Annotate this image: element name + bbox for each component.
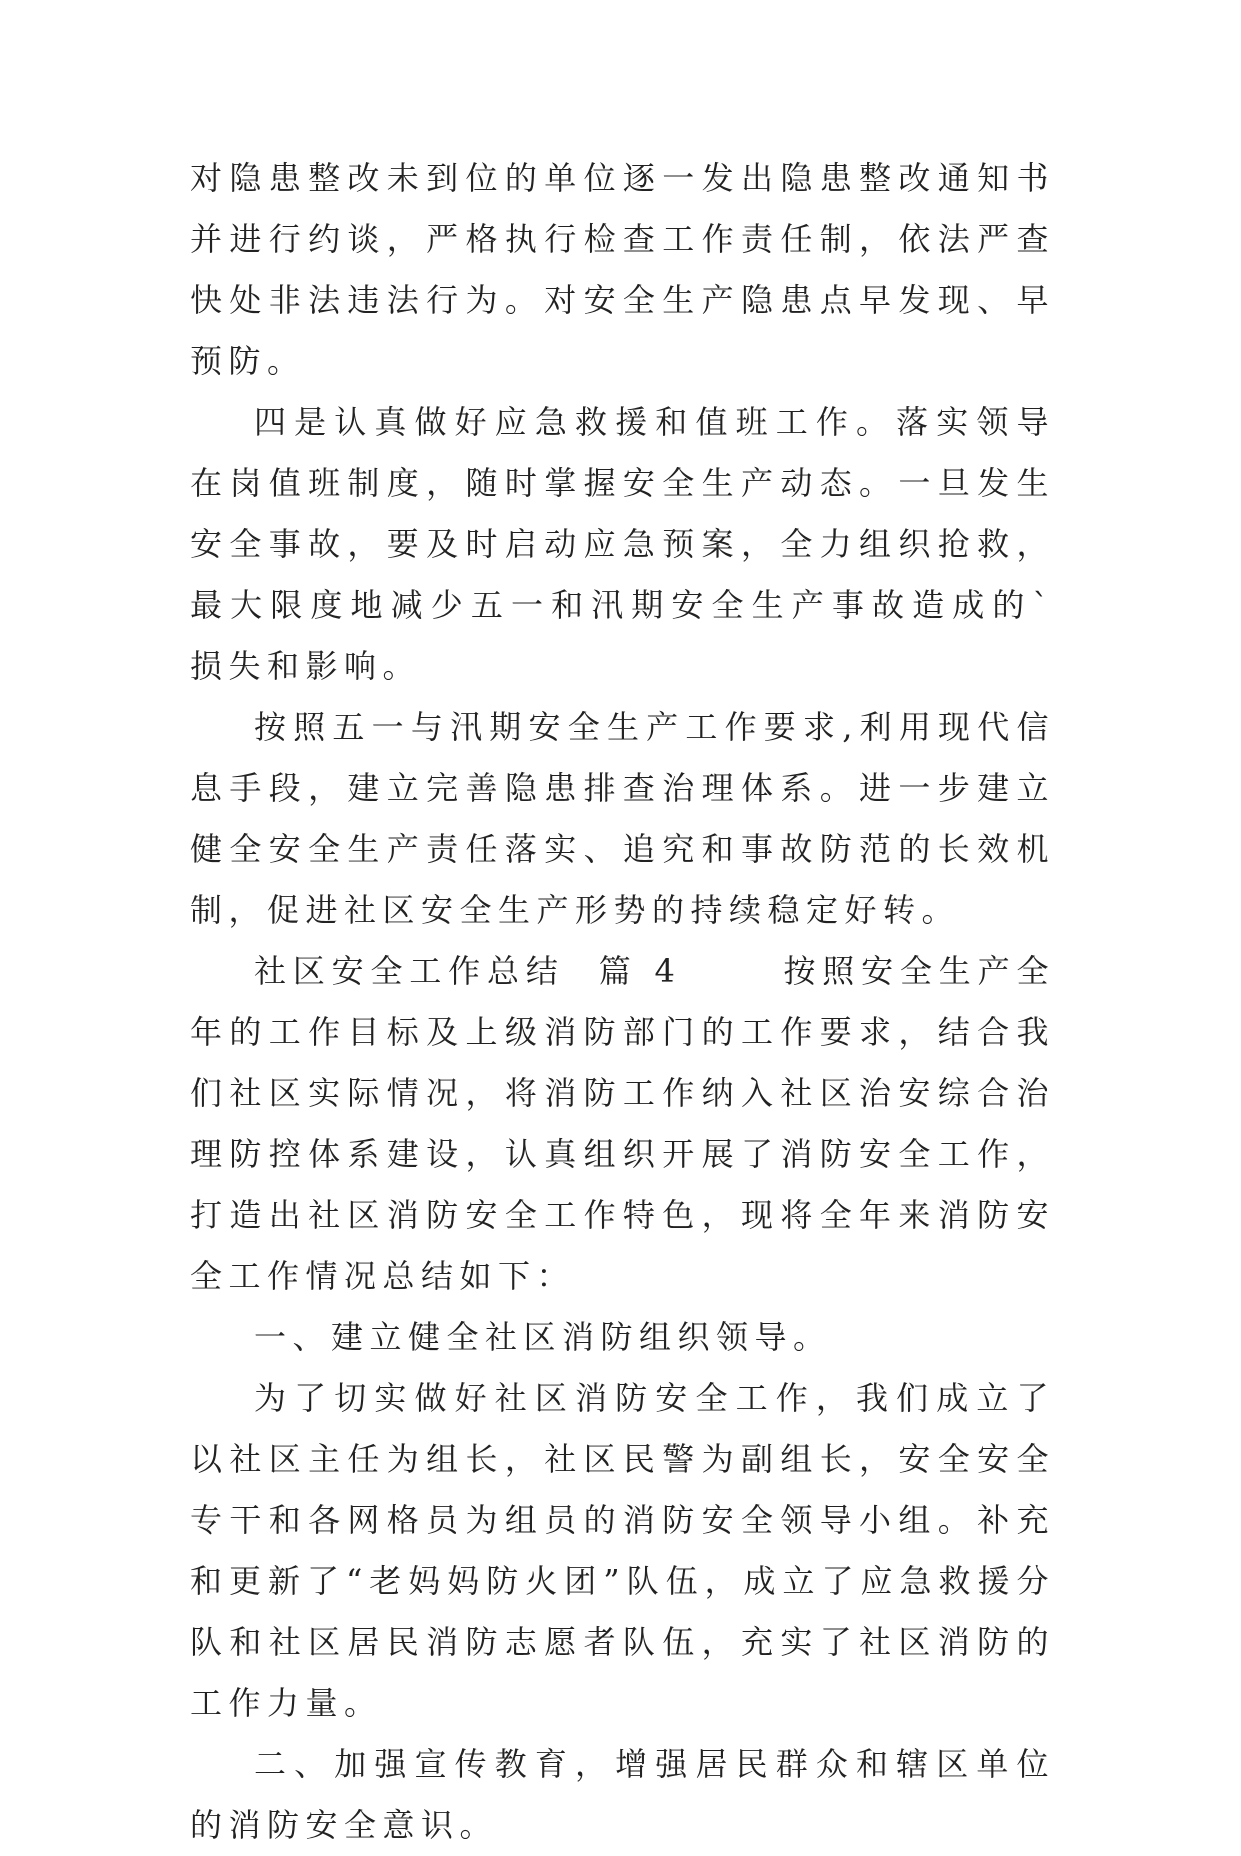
paragraph-3: 按照五一与汛期安全生产工作要求,利用现代信息手段，建立完善隐患排查治理体系。进一步建立健全安全生产责任落实、追究和事故防范的长效机制，促进社区安全生产形势的持续稳定好转。 xyxy=(190,708,1055,929)
paragraph-2: 四是认真做好应急救援和值班工作。落实领导在岗值班制度，随时掌握安全生产动态。一旦发生安全事故，要及时启动应急预案，全力组织抢救，最大限度地减少五一和汛期安全生产事故造成的`损失和影响。 xyxy=(190,403,1055,685)
paragraph-7-heading-two: 二、加强宣传教育，增强居民群众和辖区单位的消防安全意识。 xyxy=(190,1745,1055,1844)
paragraph-1: 对隐患整改未到位的单位逐一发出隐患整改通知书并进行约谈，严格执行检查工作责任制，依法严查快处非法违法行为。对安全生产隐患点早发现、早预防。 xyxy=(190,159,1055,380)
paragraph-4-section-heading: 社区安全工作总结 篇 4 按照安全生产全年的工作目标及上级消防部门的工作要求，结合我们社区实际情况，将消防工作纳入社区治安综合治理防控体系建设，认真组织开展了消防安全工作，打造出社区消防安全工作特色，现将全年来消防安全工作情况总结如下： xyxy=(190,952,1055,1295)
paragraph-5-heading-one: 一、建立健全社区消防组织领导。 xyxy=(254,1318,832,1356)
paragraph-6: 为了切实做好社区消防安全工作，我们成立了以社区主任为组长，社区民警为副组长，安全安全专干和各网格员为组员的消防安全领导小组。补充和更新了“老妈妈防火团”队伍，成立了应急救援分队和社区居民消防志愿者队伍，充实了社区消防的工作力量。 xyxy=(190,1379,1055,1722)
body-text xyxy=(190,148,1055,1856)
